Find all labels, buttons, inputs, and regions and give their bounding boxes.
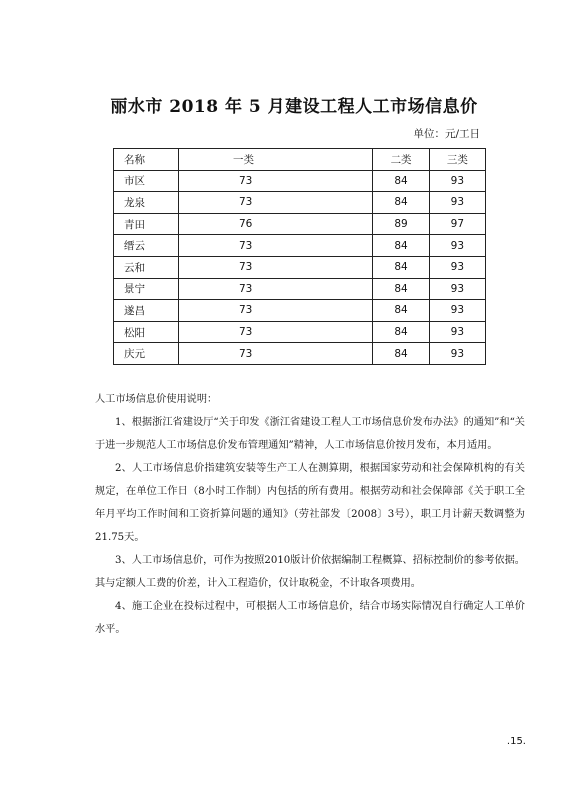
cell-name: 庆元 xyxy=(114,343,179,365)
cell-name: 缙云 xyxy=(114,235,179,257)
notes-heading: 人工市场信息价使用说明： xyxy=(95,394,218,405)
table-row xyxy=(114,300,486,322)
page-number: .15. xyxy=(506,736,526,747)
cell-class1: 73 xyxy=(179,300,373,322)
cell-class1: 73 xyxy=(179,321,373,343)
column-header-name: 名称 xyxy=(114,149,179,171)
cell-class3: 97 xyxy=(429,213,485,235)
note-paragraph-2: 2、人工市场信息价指建筑安装等生产工人在测算期，根据国家劳动和社会保障机构的有关规定，在单位工作日（8小时工作制）内包括的所有费用。根据劳动和社会保障部《关于职工全年月平均工作时间和工资折算问题的通知》（劳社部发〔2008〕3号），职工月计薪天数调整为21.75天。 xyxy=(95,463,525,543)
cell-class3: 93 xyxy=(429,256,485,278)
cell-class2: 84 xyxy=(373,192,429,214)
cell-class2: 84 xyxy=(373,278,429,300)
cell-class3: 93 xyxy=(429,300,485,322)
page-title: 丽水市 2018 年 5 月建设工程人工市场信息价 xyxy=(110,97,478,117)
cell-name: 遂昌 xyxy=(114,300,179,322)
cell-class2: 84 xyxy=(373,321,429,343)
unit-label: 单位：元/工日 xyxy=(413,128,480,140)
table-row xyxy=(114,213,486,235)
cell-name: 市区 xyxy=(114,170,179,192)
table-row xyxy=(114,235,486,257)
cell-class3: 93 xyxy=(429,170,485,192)
cell-class3: 93 xyxy=(429,192,485,214)
price-table xyxy=(113,148,486,365)
column-header-class2: 二类 xyxy=(373,149,429,171)
cell-name: 松阳 xyxy=(114,321,179,343)
cell-class3: 93 xyxy=(429,343,485,365)
cell-name: 龙泉 xyxy=(114,192,179,214)
cell-class1: 76 xyxy=(179,213,373,235)
column-header-class1: 一类 xyxy=(179,149,373,171)
cell-class2: 89 xyxy=(373,213,429,235)
table-row xyxy=(114,256,486,278)
cell-class2: 84 xyxy=(373,300,429,322)
cell-class3: 93 xyxy=(429,235,485,257)
cell-class1: 73 xyxy=(179,343,373,365)
table-row xyxy=(114,343,486,365)
note-paragraph-3: 3、人工市场信息价，可作为按照2010版计价依据编制工程概算、招标控制价的参考依据。其与定额人工费的价差，计入工程造价，仅计取税金，不计取各项费用。 xyxy=(95,555,525,589)
cell-class2: 84 xyxy=(373,256,429,278)
note-paragraph-4: 4、施工企业在投标过程中，可根据人工市场信息价，结合市场实际情况自行确定人工单价水平。 xyxy=(95,601,525,635)
cell-class2: 84 xyxy=(373,343,429,365)
cell-class2: 84 xyxy=(373,235,429,257)
table-row xyxy=(114,192,486,214)
table-row xyxy=(114,170,486,192)
cell-class3: 93 xyxy=(429,321,485,343)
cell-name: 云和 xyxy=(114,256,179,278)
note-paragraph-1: 1、根据浙江省建设厅“关于印发《浙江省建设工程人工市场信息价发布办法》的通知”和“关于进一步规范人工市场信息价发布管理通知”精神，人工市场信息价按月发布，本月适用。 xyxy=(95,417,525,451)
cell-name: 青田 xyxy=(114,213,179,235)
cell-class2: 84 xyxy=(373,170,429,192)
cell-class1: 73 xyxy=(179,192,373,214)
table-row xyxy=(114,278,486,300)
cell-class1: 73 xyxy=(179,170,373,192)
cell-class1: 73 xyxy=(179,256,373,278)
table-row xyxy=(114,321,486,343)
cell-class1: 73 xyxy=(179,235,373,257)
cell-class1: 73 xyxy=(179,278,373,300)
table-header-row xyxy=(114,149,486,171)
column-header-class3: 三类 xyxy=(429,149,485,171)
cell-class3: 93 xyxy=(429,278,485,300)
cell-name: 景宁 xyxy=(114,278,179,300)
usage-notes xyxy=(95,388,525,641)
